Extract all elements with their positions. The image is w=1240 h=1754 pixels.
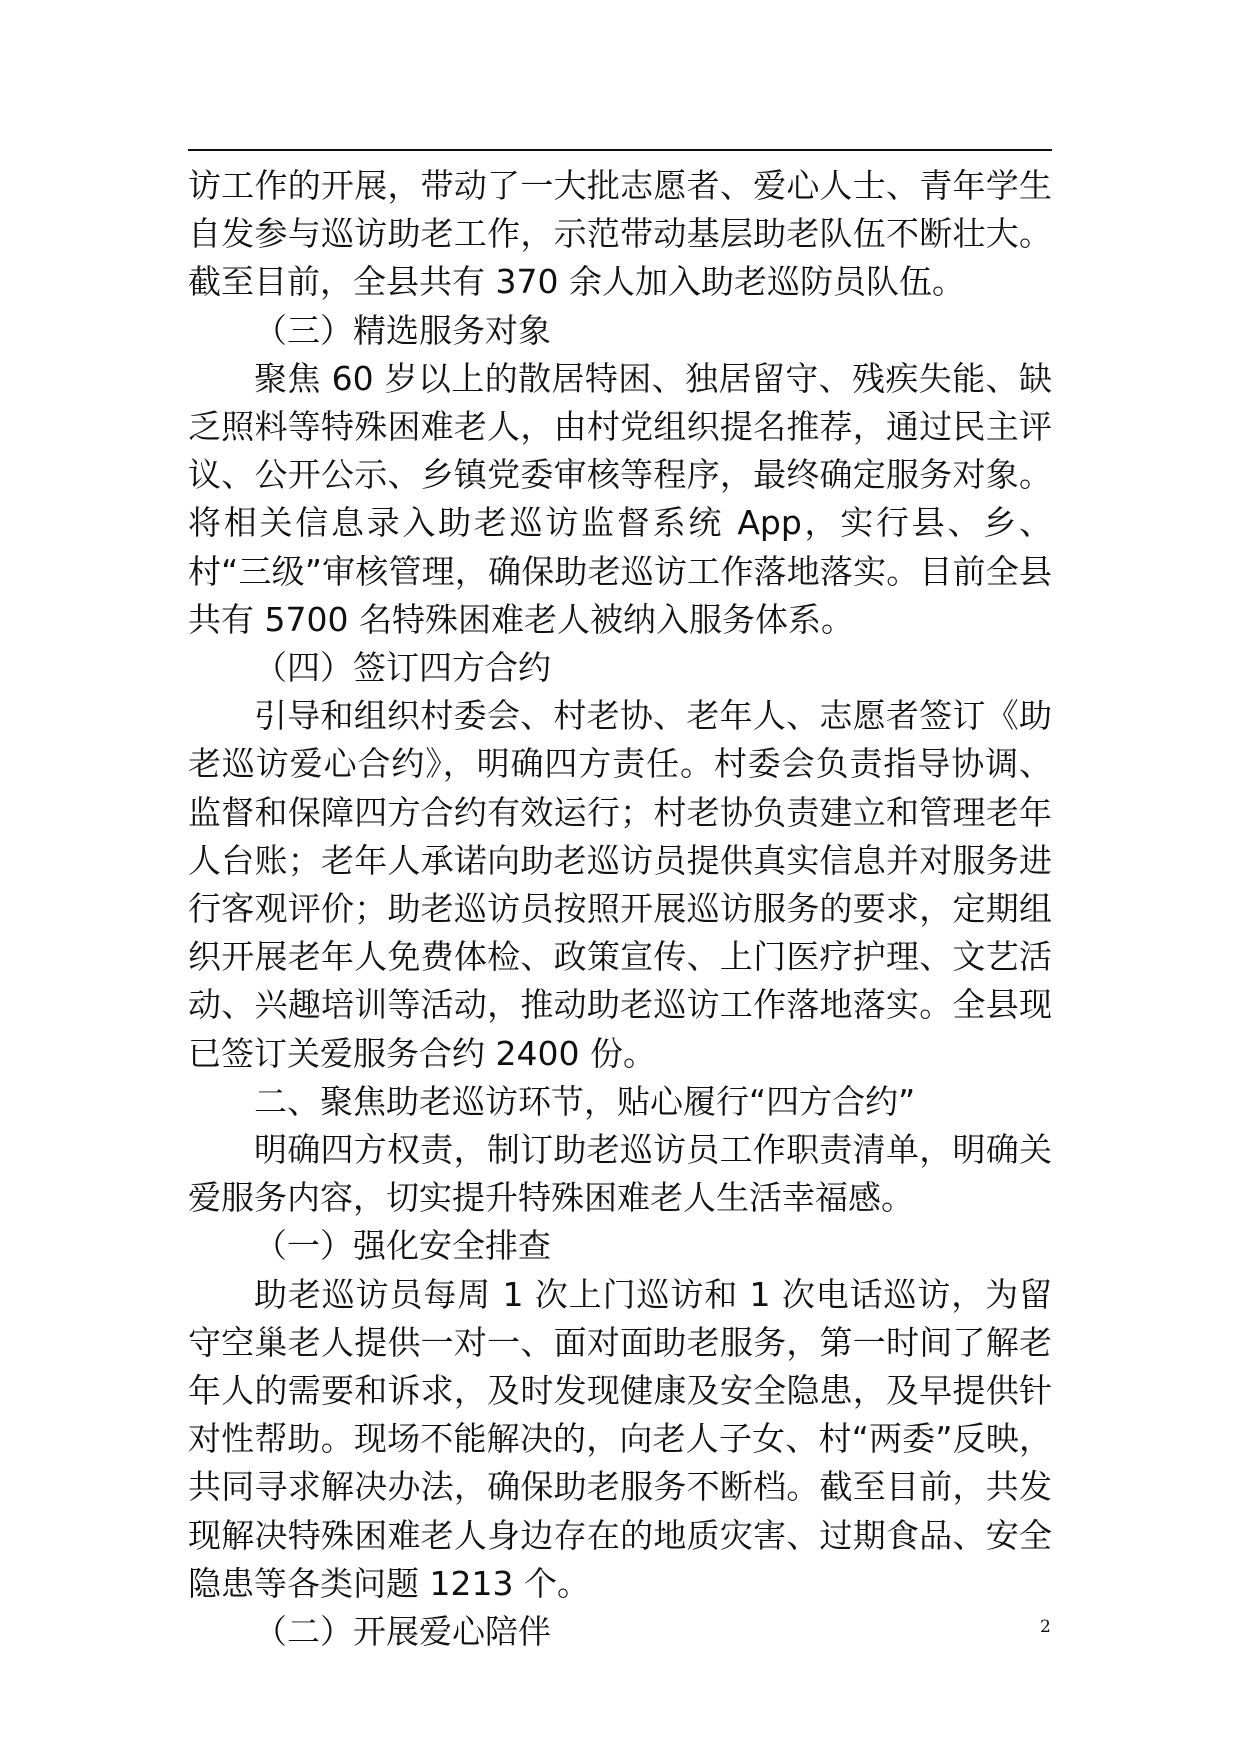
header-rule: [188, 149, 1052, 151]
paragraph-continuation: 访工作的开展，带动了一大批志愿者、爱心人士、青年学生自发参与巡访助老工作，示范带动基层助老队伍不断壮大。截至目前，全县共有 370 余人加入助老巡防员队伍。: [188, 166, 1052, 302]
section-heading-4: （四）签订四方合约: [254, 648, 551, 688]
section-heading-2: （二）开展爱心陪伴: [254, 1612, 551, 1652]
paragraph-responsibilities: 明确四方权责，制订助老巡访员工作职责清单，明确关爱服务内容，切实提升特殊困难老人生活幸福感。: [188, 1130, 1052, 1218]
document-body: [188, 162, 1052, 1656]
paragraph-four-party-contract: 引导和组织村委会、村老协、老年人、志愿者签订《助老巡访爱心合约》，明确四方责任。村委会负责指导协调、监督和保障四方合约有效运行；村老协负责建立和管理老年人台账；老年人承诺向助老巡访员提供真实信息并对服务进行客观评价；助老巡访员按照开展巡访服务的要求，定期组织开展老年人免费体检、政策宣传、上门医疗护理、文艺活动、兴趣培训等活动，推动助老巡访工作落地落实。全县现已签订关爱服务合约 2400 份。: [188, 696, 1052, 1073]
section-heading-3: （三）精选服务对象: [254, 310, 551, 350]
paragraph-service-targets: 聚焦 60 岁以上的散居特困、独居留守、残疾失能、缺乏照料等特殊困难老人，由村党组织提名推荐，通过民主评议、公开公示、乡镇党委审核等程序，最终确定服务对象。将相关信息录入助老巡访监督系统 App，实行县、乡、村“三级”审核管理，确保助老巡访工作落地落实。目前全县共有 5700 名特殊困难老人被纳入服务体系。: [188, 358, 1052, 639]
page-number: 2: [1040, 1617, 1051, 1637]
section-heading-1: （一）强化安全排查: [254, 1226, 551, 1266]
chapter-heading-2: 二、聚焦助老巡访环节，贴心履行“四方合约”: [254, 1081, 916, 1121]
paragraph-safety-inspection: 助老巡访员每周 1 次上门巡访和 1 次电话巡访，为留守空巢老人提供一对一、面对面助老服务，第一时间了解老年人的需要和诉求，及时发现健康及安全隐患，及早提供针对性帮助。现场不能解决的，向老人子女、村“两委”反映，共同寻求解决办法，确保助老服务不断档。截至目前，共发现解决特殊困难老人身边存在的地质灾害、过期食品、安全隐患等各类问题 1213 个。: [188, 1274, 1052, 1603]
